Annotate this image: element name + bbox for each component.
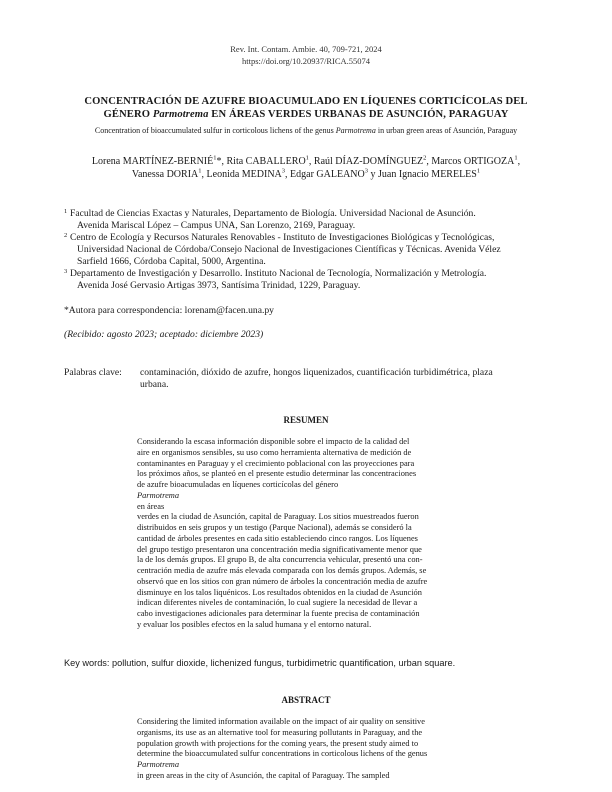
author: Vanessa DORIA [131, 169, 199, 180]
author: Rita CABALLERO [226, 156, 306, 167]
received-dates: (Recibido: agosto 2023; aceptado: diciembre 2023) [64, 329, 264, 340]
title-line-1: CONCENTRACIÓN DE AZUFRE BIOACUMULADO EN LÍQUENES CORTICÍCOLAS DEL [84, 96, 528, 107]
resumen-text: Considerando la escasa información disponible sobre el impacto de la calidad del aire en organismos sensibles, su uso como herramienta alternativa de medición de contaminantes en Paraguay y el crecimiento poblacional con las proyecciones para los próximos años, se planteó en el presente estudio determinar las concentraciones de azufre bioacumuladas en líquenes corticícolas del género Parmotrema en áreas verdes en la ciudad de Asunción, capital de Paraguay. Los sitios muestreados fueron distribuidos en seis grupos y un testigo (Parque Nacional), además se consideró la cantidad de árboles presentes en cada sitio estableciendo cinco rangos. Los líquenes del grupo testigo presentaron una concentración media significativamente menor que la de los demás grupos. El grupo B, de alta concurrencia vehicular, presentó una con- centración media de azufre más elevada comparada con los demás grupos. Además, se observó que en los sitios con gran número de árboles la concentración media de azufre disminuye en los talos liquénicos. Los resultados obtenidos en la ciudad de Asunción indican diferentes niveles de contaminación, lo cual sugiere la necesidad de llevar a cabo investigaciones adicionales para determinar la fuente precisa de contaminación y evaluar los posibles efectos en la salud humana y el entorno natural. [137, 437, 428, 629]
keywords-es: Palabras clave: contaminación, dióxido de azufre, hongos liquenizados, cuantificación turbidimétrica, plaza urbana. [64, 367, 493, 390]
keywords-es-label: Palabras clave: [64, 367, 122, 378]
genus-name: Parmotrema [152, 109, 209, 120]
genus-name: Parmotrema [335, 126, 376, 135]
doi-link[interactable]: https://doi.org/10.20937/RICA.55074 [241, 56, 371, 66]
author: Raúl DÍAZ-DOMÍNGUEZ [313, 156, 424, 167]
english-title: Concentration of bioaccumulated sulfur in corticolous lichens of the genus Parmotrema in urban green areas of Asunción, Paraguay [94, 126, 518, 135]
author-line-2: Vanessa DORIA$^1$, Leonida MEDINA$^3$, Edgar GALEANO$^3$ y Juan Ignacio MERELES$^1$ [131, 167, 481, 180]
genus-name: Parmotrema [137, 490, 180, 500]
article-title [60, 95, 552, 121]
affiliation-3: 3 Departamento de Investigación y Desarrollo. Instituto Nacional de Tecnología, Normalización y Metrología. Avenida José Gervasio Artigas 3973, Santísima Trinidad, 1229, Paraguay. [64, 268, 487, 291]
author: Edgar GALEANO [290, 169, 365, 180]
author: Leonida MEDINA [206, 169, 282, 180]
correspondence-email[interactable]: *Autora para correspondencia: lorenam@facen.una.py [64, 305, 274, 316]
author: Juan Ignacio MERELES [377, 169, 477, 180]
author: Marcos ORTIGOZA [431, 156, 515, 167]
journal-citation: Rev. Int. Contam. Ambie. 40, 709-721, 2024 [230, 44, 382, 54]
abstract-text: Considering the limited information available on the impact of air quality on sensitive organisms, its use as an alternative tool for measuring pollutants in Paraguay, and the population growth with projections for the coming years, the present study aimed to determine the bioaccumulated sulfur concentrations in corticolous lichens of the genus Parmotrema in green areas in the city of Asunción, the capital of Paraguay. The sampled [137, 717, 428, 780]
keywords-en: Key words: pollution, sulfur dioxide, lichenized fungus, turbidimetric quantification, urban square. [64, 658, 456, 668]
title-line-2: GÉNERO Parmotrema EN ÁREAS VERDES URBANAS DE ASUNCIÓN, PARAGUAY [103, 109, 509, 120]
abstract-heading: ABSTRACT [281, 695, 331, 705]
genus-name: Parmotrema [137, 760, 180, 769]
affiliation-1: 1 Facultad de Ciencias Exactas y Naturales, Departamento de Biología. Universidad Nacional de Asunción. Avenida Mariscal López – Campus UNA, San Lorenzo, 2169, Paraguay. [64, 208, 476, 231]
author-list [60, 155, 552, 181]
author: Lorena MARTÍNEZ-BERNIÉ [91, 156, 214, 167]
affiliation-2: 2 Centro de Ecología y Recursos Naturales Renovables - Instituto de Investigaciones Biológicas y Tecnológicas, Universidad Nacional de Córdoba/Consejo Nacional de Investigaciones Científicas y Técnicas. Avenida Vélez Sarfield 1666, Córdoba Capital, 5000, Argentina. [64, 232, 501, 267]
resumen-heading: RESUMEN [283, 415, 329, 425]
author-line-1: Lorena MARTÍNEZ-BERNIÉ$^1$*, Rita CABALLERO$^1$, Raúl DÍAZ-DOMÍNGUEZ$^2$, Marcos ORTIGOZA$^1$, [91, 154, 521, 167]
